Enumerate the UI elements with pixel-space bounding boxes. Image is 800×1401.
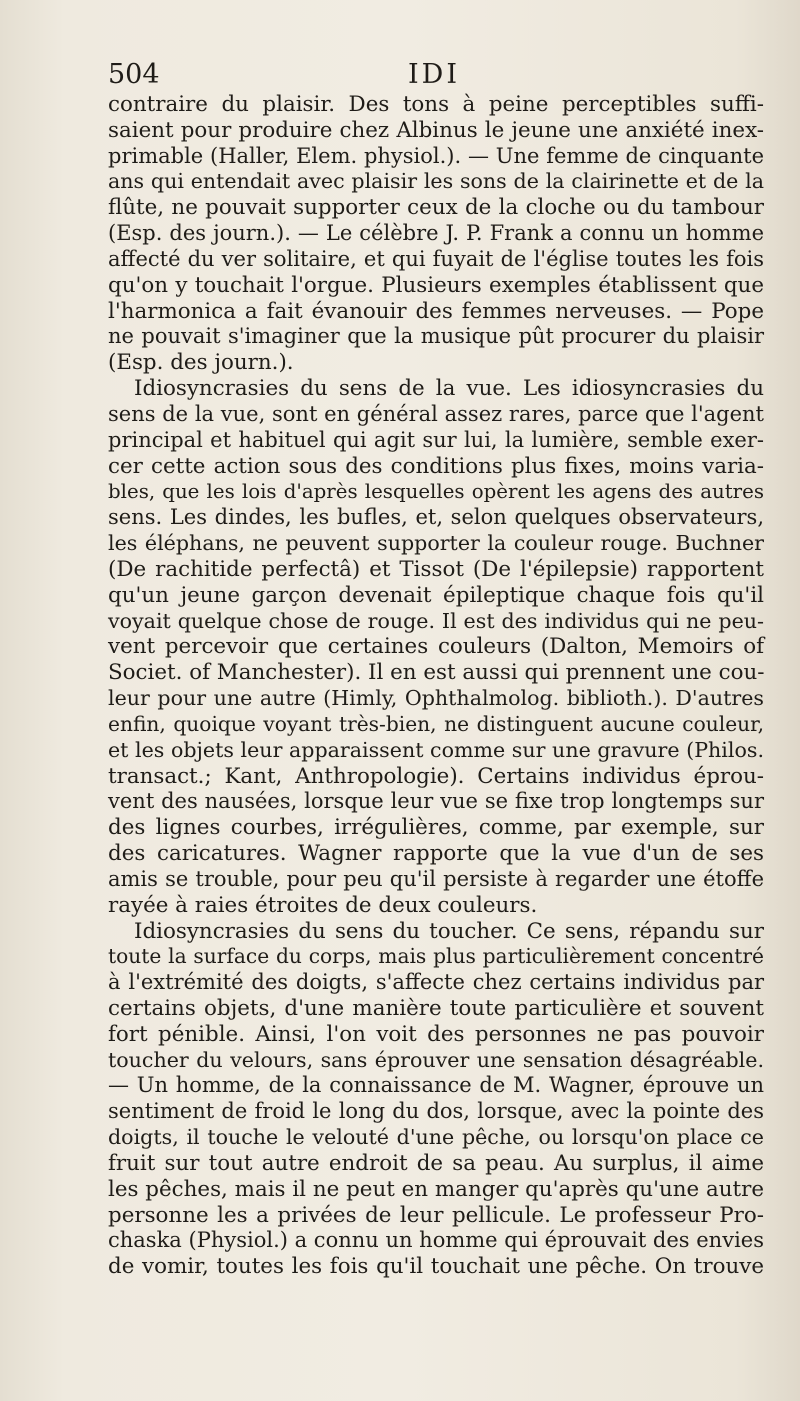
text-line: toute la surface du corps, mais plus particulièrement concentré xyxy=(108,944,764,969)
text-line: primable (Haller, Elem. physiol.). — Une femme de cinquante xyxy=(108,143,764,168)
text-line: qu'on y touchait l'orgue. Plusieurs exemples établissent que xyxy=(108,272,764,298)
text-line: bles, que les lois d'après lesquelles opèrent les agens des autres xyxy=(108,480,764,504)
text-line: à l'extrémité des doigts, s'affecte chez certains individus par xyxy=(108,970,764,995)
text-line: — Un homme, de la connaissance de M. Wagner, éprouve un xyxy=(108,1073,764,1098)
body-text xyxy=(108,92,764,1280)
text-line: qu'un jeune garçon devenait épileptique chaque fois qu'il xyxy=(108,582,764,608)
text-line: cer cette action sous des conditions plus fixes, moins varia- xyxy=(108,453,764,479)
text-line: principal et habituel qui agit sur lui, la lumière, semble exer- xyxy=(108,427,764,452)
text-line: sens. Les dindes, les bufles, et, selon quelques observateurs, xyxy=(108,505,764,530)
text-line: vent percevoir que certaines couleurs (Dalton, Memoirs of xyxy=(108,634,764,660)
text-line: certains objets, d'une manière toute particulière et souvent xyxy=(108,995,764,1021)
text-line: et les objets leur apparaissent comme sur une gravure (Philos. xyxy=(108,737,764,762)
text-line: des lignes courbes, irrégulières, comme, par exemple, sur xyxy=(108,815,764,841)
text-line: enfin, quoique voyant très-bien, ne distinguent aucune couleur, xyxy=(108,711,764,736)
text-line: doigts, il touche le velouté d'une pêche, ou lorsqu'on place ce xyxy=(108,1125,764,1150)
text-line: fort pénible. Ainsi, l'on voit des personnes ne pas pouvoir xyxy=(108,1021,764,1047)
text-line: fruit sur tout autre endroit de sa peau. Au surplus, il aime xyxy=(108,1150,764,1176)
text-line: les éléphans, ne peuvent supporter la couleur rouge. Buchner xyxy=(108,531,764,556)
page-header xyxy=(108,58,760,92)
text-line: les pêches, mais il ne peut en manger qu'après qu'une autre xyxy=(108,1176,764,1202)
text-line: contraire du plaisir. Des tons à peine perceptibles suffi- xyxy=(108,92,764,117)
running-title: IDI xyxy=(408,59,460,90)
text-line: affecté du ver solitaire, et qui fuyait de l'église toutes les fois xyxy=(108,246,764,271)
text-line: (De rachitide perfectâ) et Tissot (De l'épilepsie) rapportent xyxy=(108,556,764,582)
text-line: voyait quelque chose de rouge. Il est des individus qui ne peu- xyxy=(108,608,764,633)
text-line: sentiment de froid le long du dos, lorsque, avec la pointe des xyxy=(108,1099,764,1124)
text-line: rayée à raies étroites de deux couleurs. xyxy=(108,892,538,918)
text-line: sens de la vue, sont en général assez rares, parce que l'agent xyxy=(108,401,764,426)
page-number: 504 xyxy=(108,59,160,90)
section-heading-line: Idiosyncrasies du sens du toucher. Ce sens, répandu sur xyxy=(134,918,764,944)
text-line: ans qui entendait avec plaisir les sons de la clairinette et de la xyxy=(108,169,764,194)
text-line: chaska (Physiol.) a connu un homme qui éprouvait des envies xyxy=(108,1228,764,1253)
text-line: flûte, ne pouvait supporter ceux de la cloche ou du tambour xyxy=(108,195,764,221)
text-line: l'harmonica a fait évanouir des femmes nerveuses. — Pope xyxy=(108,298,764,324)
text-line: (Esp. des journ.). — Le célèbre J. P. Frank a connu un homme xyxy=(108,221,764,246)
text-line: (Esp. des journ.). xyxy=(108,350,294,376)
text-line: saient pour produire chez Albinus le jeune une anxiété inex- xyxy=(108,117,764,143)
text-line: toucher du velours, sans éprouver une sensation désagréable. xyxy=(108,1047,764,1072)
text-line: transact.; Kant, Anthropologie). Certains individus éprou- xyxy=(108,763,764,789)
text-line: amis se trouble, pour peu qu'il persiste à regarder une étoffe xyxy=(108,866,764,891)
text-line: vent des nausées, lorsque leur vue se fixe trop longtemps sur xyxy=(108,789,764,814)
text-line: ne pouvait s'imaginer que la musique pût procurer du plaisir xyxy=(108,324,764,349)
text-line: de vomir, toutes les fois qu'il touchait une pêche. On trouve xyxy=(108,1254,764,1280)
section-heading-line: Idiosyncrasies du sens de la vue. Les idiosyncrasies du xyxy=(134,376,764,402)
text-line: personne les a privées de leur pellicule. Le professeur Pro- xyxy=(108,1202,764,1228)
text-line: Societ. of Manchester). Il en est aussi qui prennent une cou- xyxy=(108,660,765,686)
text-line: des caricatures. Wagner rapporte que la vue d'un de ses xyxy=(108,841,764,867)
text-line: leur pour une autre (Himly, Ophthalmolog. biblioth.). D'autres xyxy=(108,686,764,711)
